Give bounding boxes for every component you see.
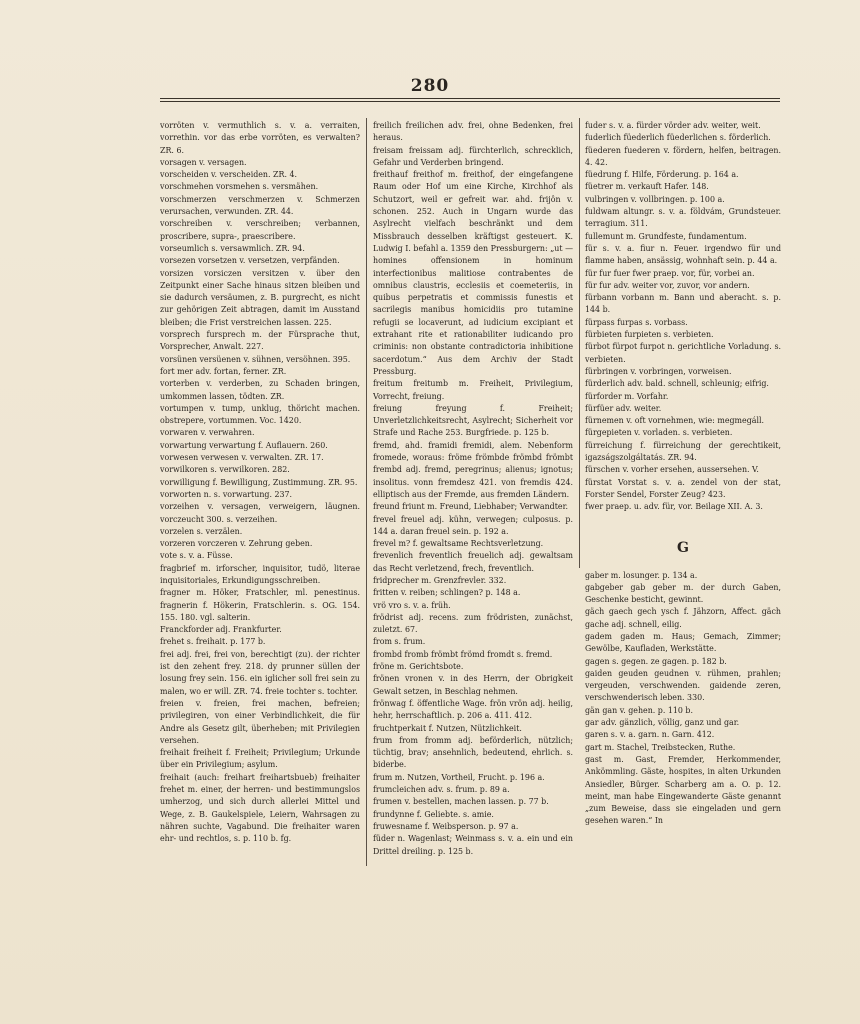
header-rule-thin — [160, 101, 780, 102]
dictionary-entry: fürderlich adv. bald. schnell, schleunig; eifrig. — [585, 379, 769, 389]
dictionary-entry: vorwartung verwartung f. Auflauern. 260. — [160, 440, 328, 450]
dictionary-entry: frödrist adj. recens. zum frödristen, zunächst, zuletzt. 67. — [373, 612, 573, 635]
dictionary-entry: freilich freilichen adv. frei, ohne Bedenken, frei heraus. — [373, 121, 573, 143]
dictionary-entry: frönen vronen v. in des Herrn, der Obrigkeit Gewalt setzen, in Beschlag nehmen. — [373, 674, 573, 696]
dictionary-entry: fwer praep. u. adv. für, vor. Beilage XII. A. 3. — [585, 502, 763, 512]
section-letter: G — [677, 539, 689, 556]
dictionary-entry: vorterben v. verderben, zu Schaden bringen, umkommen lassen, tödten. ZR. — [160, 379, 360, 401]
dictionary-entry: für s. v. a. fiur n. Feuer. irgendwo für und flamme haben, ansässig, wohnhaft sein. p. 44 a. — [585, 243, 781, 266]
dictionary-entry: fürgepieten v. vorladen. s. verbieten. — [585, 428, 733, 438]
dictionary-entry: vorwilligung f. Bewilligung, Zustimmung. ZR. 95. — [160, 477, 358, 487]
dictionary-entry: füder n. Wagenlast; Weinmass s. v. a. ein und ein Drittel dreiling. p. 125 b. — [373, 834, 573, 856]
dictionary-entry: frevenlich freventlich freuelich adj. gewaltsam das Recht verletzend, frech, freventlich. — [373, 551, 573, 573]
dictionary-entry: fridprecher m. Grenzfrevler. 332. — [373, 575, 507, 585]
dictionary-entry: freihait freiheit f. Freiheit; Privilegium; Urkunde über ein Privilegium; asylum. — [160, 748, 360, 770]
dictionary-entry: frumen v. bestellen, machen lassen. p. 77 b. — [373, 797, 549, 807]
dictionary-entry: fruwesname f. Weibsperson. p. 97 a. — [373, 821, 519, 831]
dictionary-entry: gart m. Stachel, Treibstecken, Ruthe. — [585, 742, 736, 752]
dictionary-entry: für fur fuer fwer praep. vor, für, vorbei an. — [585, 268, 755, 278]
dictionary-entry: vorseumlich s. versawmlich. ZR. 94. — [160, 243, 305, 253]
dictionary-entry: füetrer m. verkauft Hafer. 148. — [585, 182, 709, 192]
dictionary-entry: fuder s. v. a. fürder vörder adv. weiter, weit. — [585, 121, 761, 130]
dictionary-entry: vorsagen v. versagen. — [160, 157, 247, 167]
column-3 — [585, 120, 781, 860]
dictionary-entry: vorworten n. s. vorwartung. 237. — [160, 489, 293, 499]
dictionary-entry: füederen fuederen v. fördern, helfen, beitragen. 4. 42. — [585, 145, 781, 167]
dictionary-entry: freien v. freien, frei machen, befreien; privilegiren, von einer Verbindlichkeit, die für Andre als Gesetz gilt, überheben; mit Privilegien versehen. — [160, 698, 360, 745]
dictionary-entry: vorscheiden v. verscheiden. ZR. 4. — [160, 170, 298, 180]
dictionary-entry: gäch gaech gech ysch f. Jähzorn, Affect. gäch gache adj. schnell, eilig. — [585, 607, 781, 629]
dictionary-entry: vorröten v. vermuthlich s. v. a. verraiten, vorrethin. vor das erbe vorröten, es verwalten? ZR. 6. — [160, 121, 360, 155]
dictionary-entry: vorschmerzen verschmerzen v. Schmerzen verursachen, verwunden. ZR. 44. — [160, 194, 360, 217]
dictionary-entry: vorsünen versüenen v. sühnen, versöhnen. 395. — [160, 354, 351, 364]
dictionary-entry: vorsizen vorsiczen versitzen v. über den Zeitpunkt einer Sache hinaus sitzen bleiben und sie dadurch versäumen, z. B. purgrecht, es nicht zur gehörigen Zeit abtragen, damit im Ausstand bleiben; die Frist verstreichen lassen. 225. — [160, 268, 360, 327]
dictionary-entry: vorschmehen vorsmehen s. versmähen. — [160, 182, 319, 192]
column-1 — [160, 120, 360, 860]
dictionary-entry: fragbrief m. irforscher, inquisitor, tudö, literae inquisitoriales, Erkundigungsschreiben. — [160, 563, 360, 585]
dictionary-entry: gaiden geuden geudnen v. rühmen, prahlen; vergeuden, verschwenden. gaidende zeren, verschwenderisch leben. 330. — [585, 668, 781, 703]
header-rule — [160, 98, 780, 99]
dictionary-entry: fullemunt m. Grundfeste, fundamentum. — [585, 231, 747, 241]
dictionary-entry: gast m. Gast, Fremder, Herkommender, Ankömmling. Gäste, hospites, in alten Urkunden Ansiedler, Bürger. Scharberg am a. O. p. 12. meint, man habe Eingewanderte Gäste genannt „zum Beweise, dass sie eingeladen und gern gesehen waren.“ In — [585, 754, 781, 826]
dictionary-entry: fürbringen v. vorbringen, vorweisen. — [585, 366, 732, 376]
dictionary-entry: vorschreiben v. verschreiben; verbannen, proscribere, supra-, praescribere. — [160, 219, 360, 241]
dictionary-entry: fort mer adv. fortan, ferner. ZR. — [160, 366, 287, 376]
dictionary-entry: frum m. Nutzen, Vortheil, Frucht. p. 196 a. — [373, 772, 545, 782]
dictionary-entry: fürbot fürpot furpot n. gerichtliche Vorladung. s. verbieten. — [585, 342, 781, 364]
dictionary-entry: fürforder m. Vorfahr. — [585, 391, 669, 401]
dictionary-entry: fürschen v. vorher ersehen, aussersehen. V. — [585, 465, 759, 475]
dictionary-entry: fragner m. Höker, Fratschler, ml. penestinus. fragnerin f. Hökerin, Fratschlerin. s. OG. 154. 155. 180. vgl. salterin. — [160, 588, 360, 622]
dictionary-entry: frönwag f. öffentliche Wage. frön vrön adj. heilig, hehr, herrschaftlich. p. 206 a. 411. 412. — [373, 698, 573, 721]
dictionary-entry: fürbieten furpieten s. verbieten. — [585, 330, 714, 340]
dictionary-entry: frevel m? f. gewaltsame Rechtsverletzung. — [373, 539, 544, 549]
dictionary-entry: vorzeren vorczeren v. Zehrung geben. — [160, 539, 313, 549]
dictionary-entry: frehet s. freihait. p. 177 b. — [160, 637, 266, 647]
dictionary-entry: Franckforder adj. Frankfurter. — [160, 625, 282, 635]
dictionary-entry: freund friunt m. Freund, Liebhaber; Verwandter. — [373, 502, 568, 512]
dictionary-entry: gagen s. gegen. ze gagen. p. 182 b. — [585, 656, 727, 666]
dictionary-entry: fürstat Vorstat s. v. a. zendel von der stat, Forster Sendel, Forster Zeug? 423. — [585, 477, 781, 499]
column-divider — [366, 118, 367, 866]
dictionary-entry: fremd, ahd. framidi fremidi, alem. Nebenform fromede, woraus: fröme frömbde frömbd frömbt frembd adj. fremd, peregrinus; alienus; ignotus; insolitus. vonn fremdesz 421. von fremdis 424. elliptisch aus der Fremde, aus fremden Ländern. — [373, 440, 573, 499]
dictionary-entry: vorzelen s. verzälen. — [160, 526, 243, 536]
dictionary-entry: gabgeber gab geber m. der durch Gaben, Geschenke besticht, gewinnt. — [585, 582, 781, 605]
dictionary-entry: vorwaren v. verwahren. — [160, 428, 255, 438]
dictionary-entry: freiung freyung f. Freiheit; Unverletzlichkeitsrecht, Asylrecht; Sicherheit vor Strafe und Rache 253. Burgfriede. p. 125 b. — [373, 403, 573, 438]
dictionary-entry: from s. frum. — [373, 637, 426, 647]
dictionary-entry: fürnemen v. oft vornehmen, wie: megmegáll. — [585, 416, 764, 426]
dictionary-entry: freithauf freithof m. freithof, der eingefangene Raum oder Hof um eine Kirche, Kirchhof als Schutzort, weil er gefreit war. ahd. frijôn v. schonen. 252. Auch in Ungarn wurde das Asylrecht vielfach beschränkt und dem Missbrauch desselben kräftigst gesteuert. K. Ludwig I. befahl a. 1359 den Pressburgern: „ut — homines offensionem in hominum interfectionibus malitiose contrabentes de omnibus claustris, ecclesiis et coemeteriis, in quibus perpetratis et commissis funestis et sacrilegis manibus homicidiis pro tutamine refugii se locaverunt, ad iudicium excipiant et extrahant rite et rationabiliter iudicando pro criminis: non obstante contradictoria inhibitione sacerdotum.“ Aus dem Archiv der Stadt Pressburg. — [373, 170, 573, 376]
dictionary-entry: fruchtperkait f. Nutzen, Nützlichkeit. — [373, 723, 522, 733]
dictionary-entry: garen s. v. a. garn. n. Garn. 412. — [585, 730, 715, 740]
dictionary-entry: vortumpen v. tump, unklug, thöricht machen. obstrepere, vortummen. Voc. 1420. — [160, 403, 360, 426]
dictionary-entry: frum from fromm adj. beförderlich, nützlich; tüchtig, brav; ansehnlich, bedeutend, ehrlich. s. biderbe. — [373, 735, 573, 770]
dictionary-entry: gaber m. losunger. p. 134 a. — [585, 570, 698, 580]
dictionary-entry: vote s. v. a. Füsse. — [160, 551, 233, 561]
column-divider — [579, 118, 580, 568]
dictionary-entry: fröne m. Gerichtsbote. — [373, 662, 464, 672]
dictionary-entry: fürbann vorbann m. Bann und aberacht. s. p. 144 b. — [585, 293, 781, 315]
dictionary-entry: vorsezen vorsetzen v. versetzen, verpfänden. — [160, 256, 340, 266]
dictionary-entry: freisam freissam adj. fürchterlich, schrecklich, Gefahr und Verderben bringend. — [373, 145, 573, 167]
dictionary-entry: fritten v. reiben; schlingen? p. 148 a. — [373, 588, 521, 598]
dictionary-entry: vorzeihen v. versagen, verweigern, läugnen. vorczeucht 300. s. verzeihen. — [160, 502, 360, 524]
dictionary-entry: vorwilkoren s. verwilkoren. 282. — [160, 465, 290, 475]
dictionary-entry: vorsprech fursprech m. der Fürsprache thut, Vorsprecher, Anwalt. 227. — [160, 330, 360, 352]
dictionary-entry: frombd fromb frömbt frömd fromdt s. fremd. — [373, 649, 553, 659]
dictionary-entry: frei adj. frei, frei von, berechtigt (zu). der richter ist den zehent frey. 218. dy prunner süllen der losung frey sein. 156. ein iglicher soll frei sein zu malen, wo er will. ZR. 74. freie tochter s. tochter. — [160, 649, 360, 696]
dictionary-entry: freihait (auch: freihart freihartsbueb) freihaiter frehet m. einer, der herren- und bestimmungslos umherzog, und sich durch allerlei Mittel und Wege, z. B. Gaukelspiele, Leiern, Wahrsagen zu nähren suchte, Vagabund. Die freihaiter waren ehr- und rechtlos, s. p. 110 b. fg. — [160, 772, 360, 844]
column-2 — [373, 120, 573, 860]
dictionary-entry: vrö vro s. v. a. früh. — [373, 600, 451, 610]
dictionary-entry: gar adv. gänzlich, völlig, ganz und gar. — [585, 718, 740, 728]
dictionary-entry: fuldwam altungr. s. v. a. földvám, Grundsteuer. terragium. 311. — [585, 207, 781, 229]
dictionary-entry: frevel freuel adj. kühn, verwegen; culposus. p. 144 a. daran freuel sein. p. 192 a. — [373, 514, 573, 536]
dictionary-entry: fuderlich füederlich füederlichen s. förderlich. — [585, 133, 771, 143]
dictionary-entry: frundynne f. Geliebte. s. amie. — [373, 809, 494, 819]
dictionary-entry: vorwesen verwesen v. verwalten. ZR. 17. — [160, 453, 324, 463]
page-number: 280 — [410, 76, 450, 96]
dictionary-entry: gadem gaden m. Haus; Gemach, Zimmer; Gewölbe, Kaufladen, Werkstätte. — [585, 631, 781, 654]
dictionary-entry: fürfüer adv. weiter. — [585, 403, 662, 413]
dictionary-entry: gän gan v. gehen. p. 110 b. — [585, 705, 693, 715]
dictionary-entry: füedrung f. Hilfe, Förderung. p. 164 a. — [585, 170, 739, 180]
dictionary-entry: vulbringen v. vollbringen. p. 100 a. — [585, 194, 725, 204]
dictionary-entry: freitum freitumb m. Freiheit, Privilegium, Vorrecht, freiung. — [373, 379, 573, 401]
dictionary-entry: fürpass furpas s. vorbass. — [585, 317, 688, 327]
dictionary-entry: frumcleichen adv. s. frum. p. 89 a. — [373, 785, 510, 795]
dictionary-entry: für fur adv. weiter vor, zuvor, vor andern. — [585, 280, 750, 290]
dictionary-entry: fürreichung f. fürreichung der gerechtikeit, igazságszolgáltatás. ZR. 94. — [585, 440, 781, 463]
